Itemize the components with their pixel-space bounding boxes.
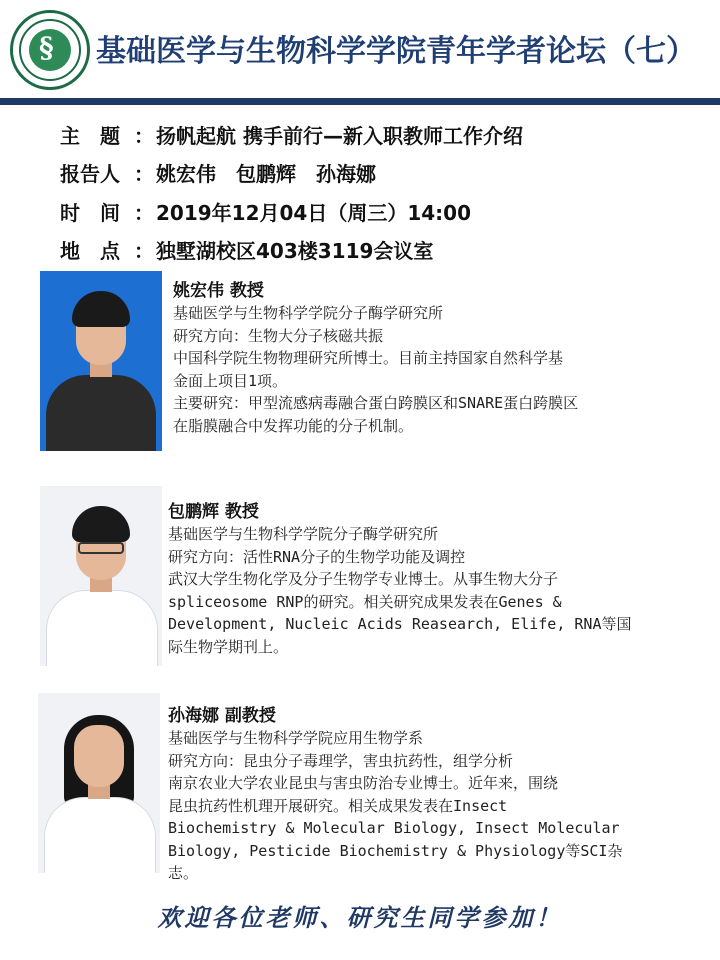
bio-line: 武汉大学生物化学及分子生物学专业博士。从事生物大分子	[168, 570, 559, 588]
info-time: 时 间 ： 2019年12月04日（周三）14:00	[60, 197, 471, 226]
info-time-key: 时 间	[60, 201, 120, 225]
bio-line: 昆虫抗药性机理开展研究。相关成果发表在Insect	[168, 796, 508, 815]
info-time-value: 2019年12月04日（周三）14:00	[156, 201, 471, 225]
bio-line: spliceosome RNP的研究。相关研究成果发表在Genes &	[168, 592, 562, 611]
bio-line: 在脂膜融合中发挥功能的分子机制。	[173, 416, 414, 435]
speaker-bio-bao	[168, 501, 698, 658]
bio-line: 中国科学院生物物理研究所博士。目前主持国家自然科学基	[173, 349, 564, 367]
glasses-icon	[78, 542, 124, 554]
bio-line: Biochemistry & Molecular Biology, Insect Molecular	[168, 819, 620, 837]
info-topic-value: 扬帆起航 携手前行—新入职教师工作介绍	[156, 124, 523, 148]
page-title: 基础医学与生物科学学院青年学者论坛（七）	[96, 34, 696, 69]
info-speakers-value: 姚宏伟 包鹏辉 孙海娜	[156, 162, 376, 186]
info-location-key: 地 点	[60, 239, 120, 263]
logo-emblem-icon: §	[39, 31, 54, 64]
school-logo	[10, 10, 90, 90]
speaker-photo-bao	[40, 486, 162, 666]
bio-line: 志。	[168, 864, 199, 882]
bio-line: 基础医学与生物科学学院分子酶学研究所	[168, 525, 439, 543]
bio-line: 研究方向：生物大分子核磁共振	[173, 326, 384, 345]
bio-line: 金面上项目1项。	[173, 371, 288, 390]
speaker-photo-sun	[38, 693, 160, 873]
bio-line: 主要研究：甲型流感病毒融合蛋白跨膜区和SNARE蛋白跨膜区	[173, 394, 579, 412]
bio-line: 研究方向：活性RNA分子的生物学功能及调控	[168, 547, 466, 566]
bio-line: 南京农业大学农业昆虫与害虫防治专业博士。近年来，围绕	[168, 774, 559, 792]
speaker-name: 孙海娜 副教授	[168, 706, 276, 726]
speaker-name: 包鹏辉 教授	[168, 502, 259, 522]
speaker-bio-sun	[168, 705, 698, 885]
welcome-message: 欢迎各位老师、研究生同学参加！	[157, 903, 563, 932]
info-speakers-key: 报告人	[60, 162, 120, 186]
info-topic: 主 题 ： 扬帆起航 携手前行—新入职教师工作介绍	[60, 120, 523, 149]
bio-line: 基础医学与生物科学学院应用生物学系	[168, 729, 424, 747]
info-topic-key: 主 题	[60, 124, 120, 148]
bio-line: Development, Nucleic Acids Reasearch, Elife, RNA等国	[168, 615, 632, 633]
bio-line: Biology, Pesticide Biochemistry & Physiology等SCI杂	[168, 841, 623, 860]
header-divider	[0, 98, 720, 105]
speaker-name: 姚宏伟 教授	[173, 281, 264, 301]
info-speakers: 报告人 ： 姚宏伟 包鹏辉 孙海娜	[60, 158, 376, 187]
bio-line: 际生物学期刊上。	[168, 637, 289, 656]
speaker-bio-yao	[173, 280, 703, 437]
info-location-value: 独墅湖校区403楼3119会议室	[156, 239, 434, 263]
speaker-photo-yao	[40, 271, 162, 451]
bio-line: 研究方向：昆虫分子毒理学，害虫抗药性，组学分析	[168, 751, 514, 770]
bio-line: 基础医学与生物科学学院分子酶学研究所	[173, 304, 444, 322]
info-location: 地 点 ： 独墅湖校区403楼3119会议室	[60, 235, 433, 264]
